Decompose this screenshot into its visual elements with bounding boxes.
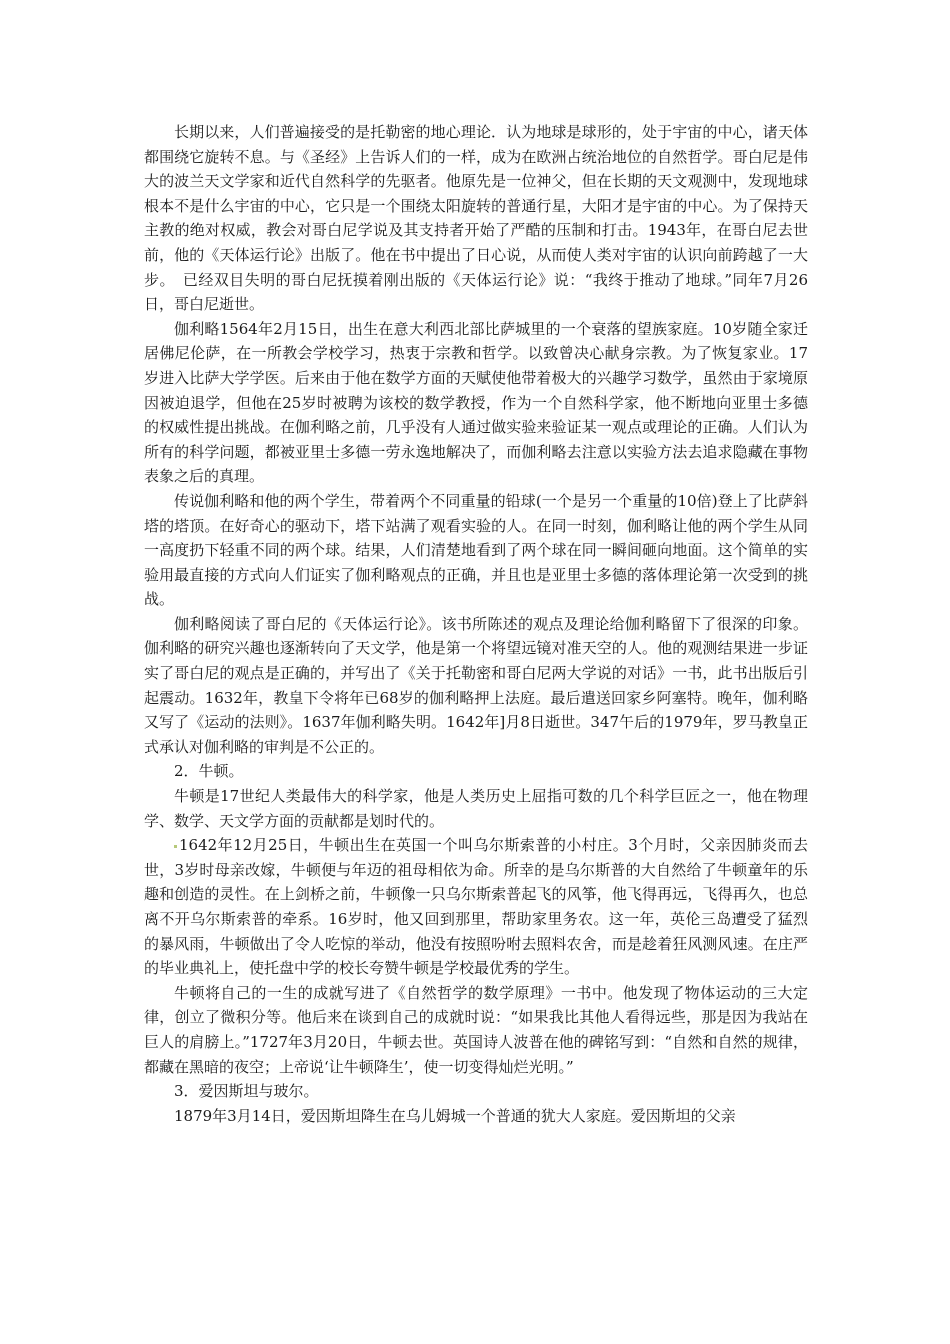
document-page [144, 120, 808, 1128]
paragraph-newton-childhood-text: 1642年12月25日，牛顿出生在英国一个叫乌尔斯索普的小村庄。3个月时，父亲因肺炎而去世，3岁时母亲改嫁，牛顿便与年迈的祖母相依为命。所幸的是乌尔斯普的大自然给了牛顿童年的乐趣和创造的灵性。在上剑桥之前，牛顿像一只乌尔斯索普起飞的风筝，他飞得再远，飞得再久，也总离不开乌尔斯索普的牵系。16岁时，他又回到那里，帮助家里务农。这一年，英伦三岛遭受了猛烈的暴风雨，牛顿做出了令人吃惊的举动，他没有按照吩咐去照料农舍，而是趁着狂风测风速。在庄严的毕业典礼上，使托盘中学的校长夸赞牛顿是学校最优秀的学生。 [144, 836, 808, 978]
paragraph-galileo-biography: 伽利略1564年2月15日，出生在意大利西北部比萨城里的一个衰落的望族家庭。10岁随全家迁居佛尼伦萨，在一所教会学校学习，热衷于宗教和哲学。以致曾决心献身宗教。为了恢复家业。17岁进入比萨大学学医。后来由于他在数学方面的天赋使他带着极大的兴趣学习数学，虽然由于家境原因被迫退学，但他在25岁时被聘为该校的数学教授，作为一个自然科学家，他不断地向亚里士多德的权威性提出挑战。在伽利略之前，几乎没有人通过做实验来验证某一观点或理论的正确。人们认为所有的科学问题，都被亚里士多德一劳永逸地解决了，而伽利略去注意以实验方法去追求隐藏在事物表象之后的真理。 [144, 319, 808, 486]
paragraph-leaning-tower-experiment: 传说伽利略和他的两个学生，带着两个不同重量的铅球(一个是另一个重量的10倍)登上了比萨斜塔的塔顶。在好奇心的驱动下，塔下站满了观看实验的人。在同一时刻，伽利略让他的两个学生从同一高度扔下轻重不同的两个球。结果，人们清楚地看到了两个球在同一瞬间砸向地面。这个简单的实验用最直接的方式向人们证实了伽利略观点的正确，并且也是亚里士多德的落体理论第一次受到的挑战。 [144, 491, 808, 609]
paragraph-newton-achievements: 牛顿将自己的一生的成就写进了《自然哲学的数学原理》一书中。他发现了物体运动的三大定律，创立了微积分等。他后来在谈到自己的成就时说：“如果我比其他人看得远些，那是因为我站在巨人的肩膀上。”1727年3月20日，牛顿去世。英国诗人波普在他的碑铭写到：“自然和自然的规律，都藏在黑暗的夜空；上帝说‘让牛顿降生’，使一切变得灿烂光明。” [144, 983, 808, 1076]
paragraph-newton-intro: 牛顿是17世纪人类最伟大的科学家，他是人类历史上屈指可数的几个科学巨匠之一，他在物理学、数学、天文学方面的贡献都是划时代的。 [144, 787, 808, 830]
section-heading-einstein-bohr: 3．爱因斯坦与玻尔。 [174, 1082, 319, 1101]
section-heading-newton: 2．牛顿。 [174, 762, 244, 781]
paragraph-einstein-birth: 1879年3月14日，爱因斯坦降生在乌儿姆城一个普通的犹大人家庭。爱因斯坦的父亲 [174, 1106, 736, 1125]
stray-mark-icon [174, 845, 177, 848]
paragraph-newton-childhood [144, 833, 808, 981]
paragraph-galileo-astronomy: 伽利略阅读了哥白尼的《天体运行论》。该书所陈述的观点及理论给伽利略留下了很深的印象。伽利略的研究兴趣也逐渐转向了天文学，他是第一个将望远镜对准天空的人。他的观测结果进一步证实了哥白尼的观点是正确的，并写出了《关于托勒密和哥白尼两大学说的对话》一书，此书出版后引起震动。1632年，教皇下令将年已68岁的伽利略押上法庭。最后遣送回家乡阿塞特。晚年，伽利略又写了《运动的法则》。1637年伽利略失明。1642年]月8日逝世。347午后的1979年，罗马教皇正式承认对伽利略的审判是不公正的。 [144, 614, 808, 756]
paragraph-copernicus: 长期以来，人们普遍接受的是托勒密的地心理论．认为地球是球形的，处于宇宙的中心，诸天体都围绕它旋转不息。与《圣经》上告诉人们的一样，成为在欧洲占统治地位的自然哲学。哥白尼是伟大的波兰天文学家和近代自然科学的先驱者。他原先是一位神父，但在长期的天文观测中，发现地球根本不是什么宇宙的中心，它只是一个围绕太阳旋转的普通行星，大阳才是宇宙的中心。为了保持天主教的绝对权威，教会对哥白尼学说及其支持者开始了严酷的压制和打击。1943年，在哥白尼去世前，他的《天体运行论》出版了。他在书中提出了日心说，从而使人类对宇宙的认识向前跨越了一大步。 已经双目失明的哥白尼抚摸着刚出版的《天体运行论》说：“我终于推动了地球。”同年7月26日，哥白尼逝世。 [144, 123, 808, 314]
